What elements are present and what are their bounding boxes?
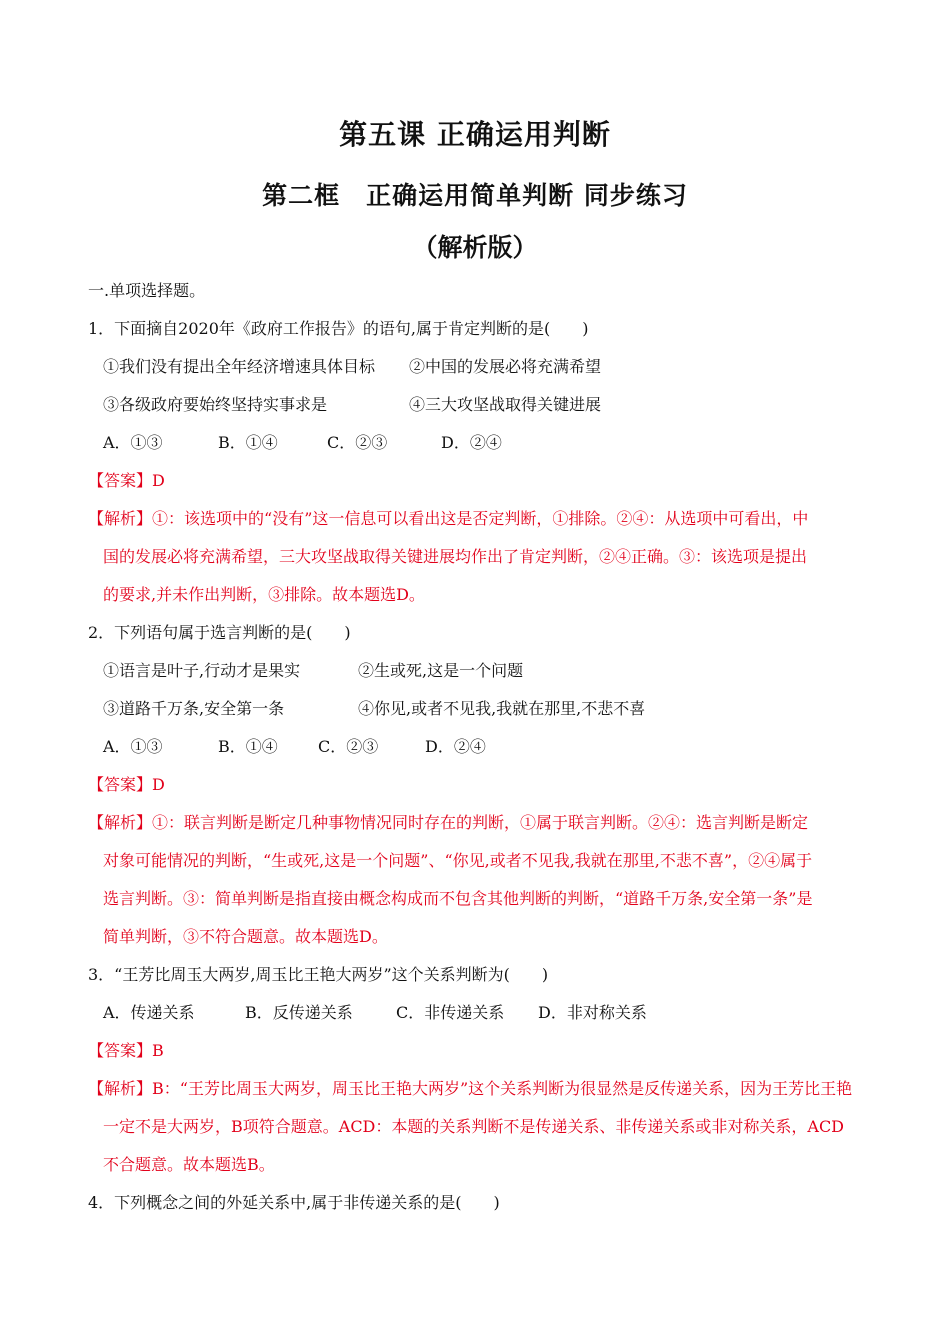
answer-value: B (152, 1041, 164, 1060)
edition-label: （解析版） (412, 233, 538, 262)
q2-choice-b: B．①④ (218, 737, 278, 756)
q2-item-2: ②生或死,这是一个问题 (358, 661, 524, 680)
q1-analysis-line-1 (88, 508, 808, 530)
q2-item-3: ③道路千万条,安全第一条 (103, 699, 285, 718)
q1-analysis-line-3: 的要求,并未作出判断，③排除。故本题选D。 (103, 585, 425, 604)
q2-choice-a: A．①③ (103, 737, 163, 756)
q2-answer (88, 774, 165, 796)
analysis-tag: 【解析】 (88, 509, 153, 528)
page-subtitle: 第二框 正确运用简单判断 同步练习 (262, 181, 688, 210)
q3-analysis-line-1 (88, 1078, 852, 1100)
q3-answer (88, 1040, 164, 1062)
q2-choice-c: C．②③ (318, 737, 379, 756)
page-title: 第五课 正确运用判断 (339, 118, 611, 151)
q1-analysis-line-2: 国的发展必将充满希望，三大攻坚战取得关键进展均作出了肯定判断，②④正确。③：该选项是提出 (103, 547, 808, 566)
q1-item-2: ②中国的发展必将充满希望 (409, 357, 602, 376)
question-1-stem: 1．下面摘自2020年《政府工作报告》的语句,属于肯定判断的是( ) (88, 319, 589, 338)
q1-item-3: ③各级政府要始终坚持实事求是 (103, 395, 328, 414)
q3-choice-b: B．反传递关系 (245, 1003, 353, 1022)
q3-analysis-line-2: 一定不是大两岁，B项符合题意。ACD：本题的关系判断不是传递关系、非传递关系或非对称关系，ACD (103, 1117, 845, 1136)
q1-item-1: ①我们没有提出全年经济增速具体目标 (103, 357, 376, 376)
analysis-text: ①：联言判断是断定几种事物情况同时存在的判断，①属于联言判断。②④：选言判断是断定 (152, 813, 809, 832)
question-3-stem: 3．“王芳比周玉大两岁,周玉比王艳大两岁”这个关系判断为( ) (88, 965, 549, 984)
q2-analysis-line-2: 对象可能情况的判断，“生或死,这是一个问题”、“你见,或者不见我,我就在那里,不悲不喜”，②④属于 (103, 851, 813, 870)
q1-choice-c: C．②③ (327, 433, 388, 452)
q1-choice-b: B．①④ (218, 433, 278, 452)
analysis-tag: 【解析】 (88, 1079, 153, 1098)
q2-item-4: ④你见,或者不见我,我就在那里,不悲不喜 (358, 699, 646, 718)
q1-answer (88, 470, 165, 492)
q2-item-1: ①语言是叶子,行动才是果实 (103, 661, 301, 680)
q2-analysis-line-3: 选言判断。③：简单判断是指直接由概念构成而不包含其他判断的判断，“道路千万条,安全第一条”是 (103, 889, 813, 908)
q3-choice-c: C．非传递关系 (396, 1003, 505, 1022)
answer-value: D (152, 471, 165, 490)
section-heading: 一.单项选择题。 (88, 281, 206, 300)
q3-choice-d: D．非对称关系 (538, 1003, 647, 1022)
q2-analysis-line-4: 简单判断，③不符合题意。故本题选D。 (103, 927, 388, 946)
q3-analysis-line-3: 不合题意。故本题选B。 (103, 1155, 275, 1174)
analysis-tag: 【解析】 (88, 813, 153, 832)
question-4-stem: 4．下列概念之间的外延关系中,属于非传递关系的是( ) (88, 1193, 500, 1212)
question-2-stem: 2．下列语句属于选言判断的是( ) (88, 623, 351, 642)
answer-tag: 【答案】 (88, 471, 153, 490)
answer-tag: 【答案】 (88, 775, 153, 794)
q3-choice-a: A．传递关系 (103, 1003, 195, 1022)
q1-item-4: ④三大攻坚战取得关键进展 (409, 395, 602, 414)
analysis-text: B：“王芳比周玉大两岁，周玉比王艳大两岁”这个关系判断为很显然是反传递关系，因为王芳比王艳 (152, 1079, 853, 1098)
answer-value: D (152, 775, 165, 794)
answer-tag: 【答案】 (88, 1041, 153, 1060)
analysis-text: ①：该选项中的“没有”这一信息可以看出这是否定判断，①排除。②④：从选项中可看出，中 (152, 509, 809, 528)
q2-analysis-line-1 (88, 812, 808, 834)
q1-choice-a: A．①③ (103, 433, 163, 452)
q2-choice-d: D．②④ (425, 737, 486, 756)
q1-choice-d: D．②④ (441, 433, 502, 452)
